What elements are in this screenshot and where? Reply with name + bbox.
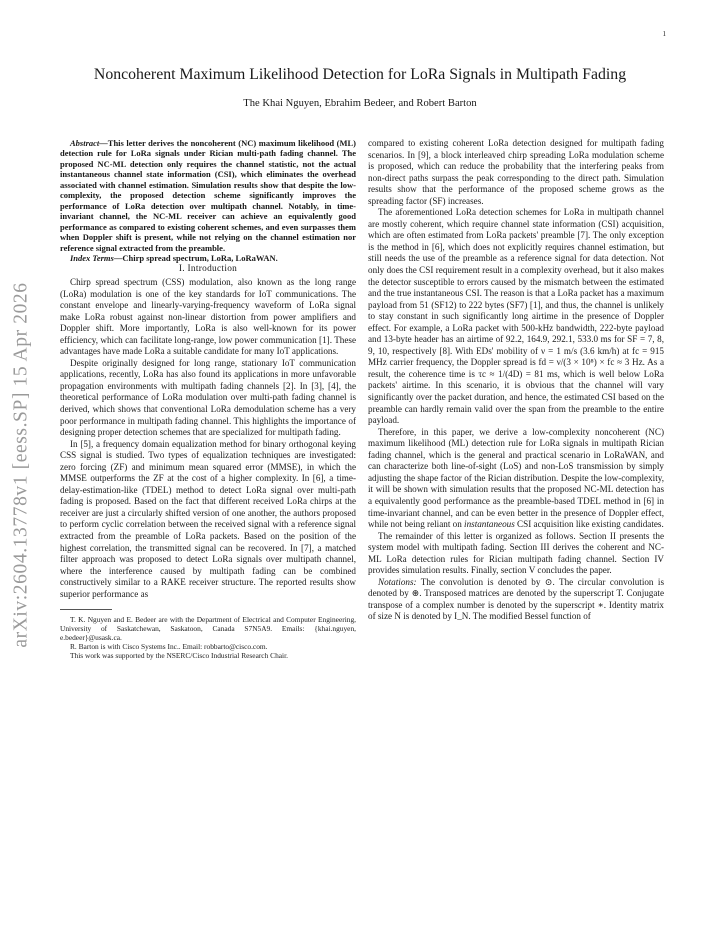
section-heading-introduction: I. Introduction: [178, 264, 238, 275]
left-paragraph-3: In [5], a frequency domain equalization method for binary orthogonal keying CSS signal is studied. Two types of equalization techniques are investigated: zero forcing (ZF) and minimum mean squared error (MMSE), in which the MMSE outperforms the ZF at the cost of a higher complexity. In [6], a time-delay-estimation-like (TDEL) method to detect LoRa signal over multi-path fading is proposed. Based on the fact that different received LoRa chirps at the receiver are just a circularly shifted version of one another, the authors proposed to perform cyclic correlation between the received signal with a reference signal extracted from the preamble of LoRa packets. Based on the position of the highest correlation, the transmitted signal can be recovered. In [7], a matched filter approach was proposed to detect LoRa signals over multipath channel, where the interference caused by multipath fading can be combined constructively similar to a RAKE receiver structure. The reported results show superior performance as: [60, 438, 356, 599]
page-number: 1: [662, 30, 666, 38]
right-paragraph-3: [368, 427, 664, 531]
arxiv-identifier-text: arXiv:2604.13778v1 [eess.SP] 15 Apr 2026: [11, 282, 33, 648]
left-column: [60, 138, 356, 660]
left-paragraph-2: Despite originally designed for long range, stationary IoT communication applications, recently, LoRa has also found its applications in more unfavorable propagation environments with multipath fading channels [2]. In [3], [4], the theoretical performance of LoRa modulation over multi-path fading channel is derived, which shows that conventional LoRa demodulation scheme has a very poor performance in multipath fading channel. This highlights the importance of designing proper detection schemes that are specialized for multipath fading.: [60, 357, 356, 438]
abstract-lead: Abstract—: [70, 138, 108, 148]
footnote-affiliation: T. K. Nguyen and E. Bedeer are with the Department of Electrical and Computer Engineering, University of Saskatchewan, Saskatoon, Canada S7N5A9. Emails: {khai.nguyen, e.bedeer}@usask.ca.: [60, 615, 356, 643]
right-paragraph-4: The remainder of this letter is organized as follows. Section II presents the system model with multipath fading. Section III derives the coherent and NC-ML LoRa detection rules for Rician multipath fading channel. Section IV provides simulation results. Finally, section V concludes the paper.: [368, 530, 664, 576]
instantaneous-emphasis: instantaneous: [464, 519, 515, 530]
instantaneous-tail: CSI acquisition like existing candidates.: [514, 519, 664, 530]
footnote-divider: [60, 609, 112, 610]
notations-body: The convolution is denoted by ⊙. The circular convolution is denoted by ⊛. Transposed matrices are denoted by the superscript T. Conjugate transpose of a complex number is denoted by the superscript ∗. Identity matrix of size N is denoted by I_N. The modified Bessel function of: [368, 576, 664, 622]
index-terms-lead: Index Terms: [70, 252, 114, 263]
right-column: [368, 138, 664, 623]
right-paragraph-2: The aforementioned LoRa detection schemes for LoRa in multipath channel are mostly coherent, which require channel state information (CSI) acquisition, which are often estimated from LoRa packets' preamble [7]. The only exception is the method in [6], which does not explicitly requires channel estimation, but still needs the use of the preamble as a reference signal for data detection. Not only does the CSI requirement result in a complexity overhead, but it also makes the detector susceptible to errors caused by the mismatch between the estimated and the true instantaneous CSI. The reason is that a LoRa packet has a maximum payload from 51 (SF12) to 222 bytes (SF7) [1], and thus, the channel is unlikely to stay constant in such significantly long airtime in the presence of Doppler effect. For example, a LoRa packet with 500-kHz bandwidth, 222-byte payload and 13-byte header has an airtime of 92.2, 164.9, 292.1, 533.0 ms for SF = 7, 8, 9, 10, respectively [8]. With EDs' mobility of ν = 1 m/s (3.6 km/h) at fc = 915 MHz carrier frequency, the Doppler spread is fd = ν/(3 × 10⁸) × fc ≈ 3 Hz. As a result, the coherence time is τc ≈ 1/(4D) = 81 ms, which is well below LoRa packets' airtime. In this scenario, it is obvious that the channel will vary significantly over the packet duration, and hence, the estimated CSI based on the preamble can hardly remain valid over the span from the preamble to the entire payload.: [368, 207, 664, 426]
abstract-body: This letter derives the noncoherent (NC) maximum likelihood (ML) detection rule for LoRa signals under Rician multi-path fading channel. The proposed NC-ML detection only requires the channel statistic, not the actual instantaneous channel state information (CSI), which eliminates the overhead associated with channel estimation. Simulation results show that despite the low-complexity, the proposed detection scheme significantly improves the performance of LoRa detection over multipath channel. Notably, in time-invariant channel, the NC-ML receiver can achieve an equivalently good performance as compared to existing coherent schemes, and even surpasses them when Doppler shift is present, while not relying on the channel estimation nor reference signal extracted from the preamble.: [60, 138, 356, 253]
abstract: [60, 138, 356, 253]
right-paragraph-1: compared to existing coherent LoRa detection designed for multipath fading scenarios. In [9], a block interleaved chirp spreading LoRa modulation scheme is proposed, which can reduce the probability that the interfering peaks from non-direct paths surpass the peak corresponding to the direct path. Simulation results show that the performance of the proposed scheme grows as the spreading factor (SF) increases.: [368, 138, 664, 206]
notations-paragraph: [368, 577, 664, 623]
paper-title: Noncoherent Maximum Likelihood Detection for LoRa Signals in Multipath Fading: [93, 66, 627, 83]
right-paragraph-3-text: Therefore, in this paper, we derive a low-complexity noncoherent (NC) maximum likelihood (ML) detection rule for LoRa signals in multipath Rician fading channel, which is the general and practical scenario in LoRaWAN, and can characterize both line-of-sight (LoS) and non-LoS transmission by simply adjusting the shape factor of the Rician distribution. Despite the low-complexity, it will be shown with simulation results that the proposed NC-ML detection has a equivalently good performance as the preamble-based TDEL method in [6] in time-invariant channel, and can be even better in the presence of Doppler effect, while not being reliant on: [368, 426, 664, 530]
notations-lead: Notations:: [378, 576, 417, 587]
footnote-funding: This work was supported by the NSERC/Cisco Industrial Research Chair.: [70, 651, 288, 661]
paper-authors: The Khai Nguyen, Ebrahim Bedeer, and Robert Barton: [243, 98, 477, 109]
footnote-cisco: R. Barton is with Cisco Systems Inc.. Email: robbarto@cisco.com.: [70, 642, 268, 652]
arxiv-identifier-stamp: [10, 245, 34, 685]
index-terms-body: —Chirp spread spectrum, LoRa, LoRaWAN.: [113, 252, 278, 263]
left-paragraph-1: Chirp spread spectrum (CSS) modulation, also known as the long range (LoRa) modulation is one of the key standards for IoT communications. The constant envelope and linearly-varying-frequency waveform of LoRa signal make LoRa robust against non-linear distortion from power amplifiers and Doppler shift. More importantly, LoRa is also well-known for its power efficiency, which can facilitate long-range, low power communication [1]. These advantages have made LoRa a suitable candidate for many IoT applications.: [60, 276, 356, 357]
index-terms: [60, 253, 356, 263]
